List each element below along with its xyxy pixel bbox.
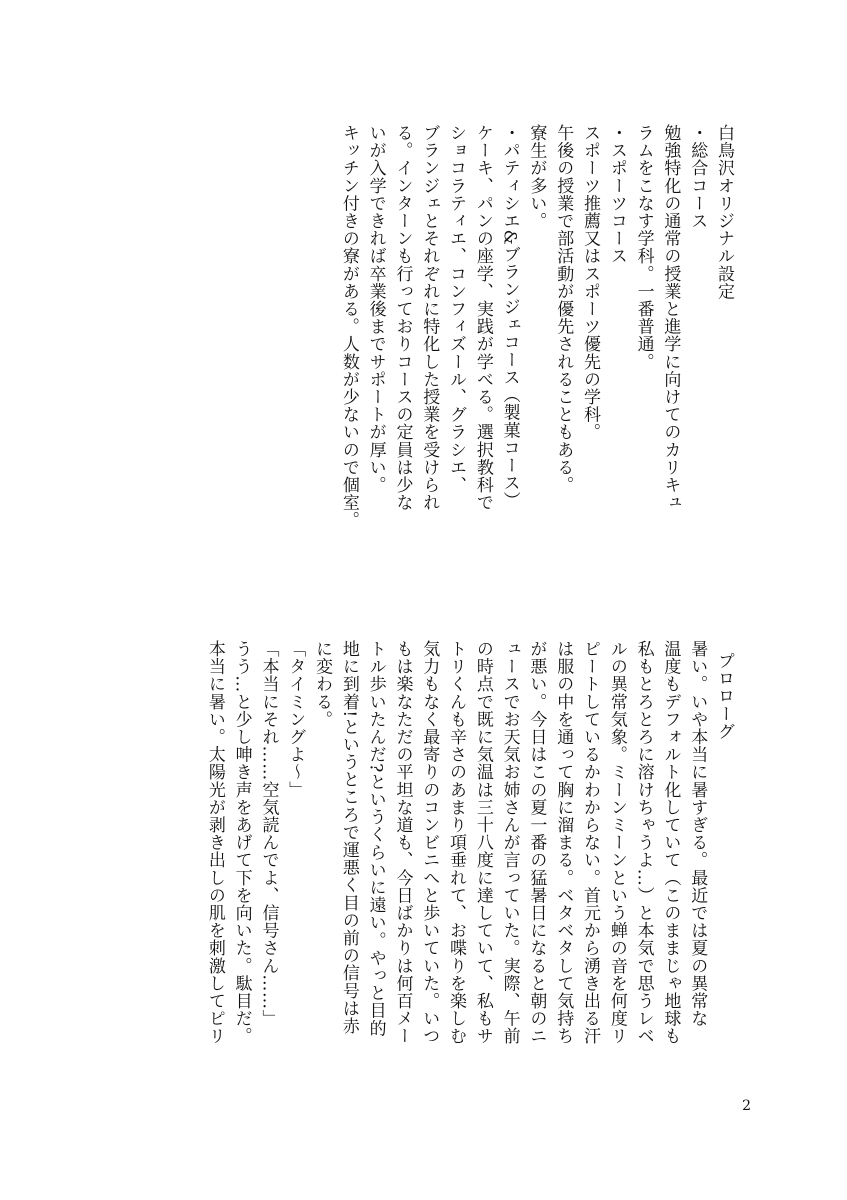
prologue-line: トル歩いたんだ?というくらいに遠い。やっと目的 — [365, 640, 386, 1037]
prologue-line: トリくんも辛さのあまり項垂れて、お喋りを楽しむ — [446, 640, 467, 1045]
prologue-line: ルの異常気象。ミーンミーンという蝉の音を何度リ — [606, 640, 627, 1045]
top-section-line: ブランジェとそれぞれに特化した授業を受けられ — [419, 124, 440, 512]
top-section-line: ・パティシエ&ブランジェコース（製菓コース） — [499, 124, 520, 510]
page-number: 2 — [742, 1098, 751, 1114]
prologue-line: 「本当にそれ……空気読んでよ、信号さん……」 — [258, 640, 279, 1028]
prologue-line: 気力もなく最寄りのコンビニへと歩いていた。いつ — [419, 640, 440, 1045]
top-section-line: ショコラティエ、コンフィズール、グラシエ、 — [446, 124, 467, 494]
prologue-line: もは楽なただの平坦な道も、今日ばかりは何百メー — [392, 640, 413, 1045]
prologue-line: 温度もデフォルト化していて（このままじゃ地球も — [660, 640, 681, 1045]
top-section-line: 白鳥沢オリジナル設定 — [714, 124, 734, 300]
top-section-line: キッチン付きの寮がある。人数が少ないので個室。 — [338, 124, 359, 529]
prologue-line: 「タイミングよ〜」 — [285, 640, 306, 799]
top-section-line: る。インターンも行っておりコースの定員は少な — [392, 124, 413, 512]
top-section-line: 午後の授業で部活動が優先されることもある。 — [553, 124, 574, 494]
prologue-line: 地に到着!というところで運悪く目の前の信号は赤 — [338, 640, 359, 1035]
prologue-line: は服の中を通って胸に溜まる。ベタベタして気持ち — [553, 640, 574, 1045]
prologue-line: が悪い。今日はこの夏一番の猛暑日になると朝のニ — [526, 640, 547, 1045]
top-section-line: ラムをこなす学科。一番普通。 — [633, 124, 654, 371]
top-section-line: スポーツ推薦又はスポーツ優先の学科。 — [580, 124, 601, 441]
prologue-line: ピートしているかわからない。首元から湧き出る汗 — [580, 640, 601, 1045]
top-section-line: ・総合コース — [687, 124, 708, 230]
top-section-line: いが入学できれば卒業後までサポートが厚い。 — [365, 124, 386, 494]
prologue-title: プロローグ — [714, 652, 734, 740]
prologue-line: に変わる。 — [312, 640, 333, 728]
prologue-line: 暑い。いや本当に暑すぎる。最近では夏の異常な — [687, 640, 708, 1028]
prologue-section-text — [97, 640, 737, 1090]
top-section-line: 勉強特化の通常の授業と進学に向けてのカリキュ — [660, 124, 681, 512]
top-section-line: ケーキ、パンの座学、実践が学べる。選択教科で — [472, 124, 493, 512]
prologue-line: ュースでお天気お姉さんが言っていた。実際、午前 — [499, 640, 520, 1045]
top-section-line: ・スポーツコース — [606, 124, 627, 265]
prologue-line: の時点で既に気温は三十八度に達していて、私もサ — [472, 640, 493, 1045]
prologue-line: 本当に暑い。太陽光が剥き出しの肌を刺激してピリ — [204, 640, 225, 1045]
prologue-line: うう…と少し呻き声をあげて下を向いた。駄目だ。 — [231, 640, 252, 1045]
top-section-text — [97, 124, 737, 574]
top-section-line: 寮生が多い。 — [526, 124, 547, 230]
prologue-line: 私もとろとろに溶けちゃうよ…）と本気で思うレベ — [633, 640, 654, 1045]
